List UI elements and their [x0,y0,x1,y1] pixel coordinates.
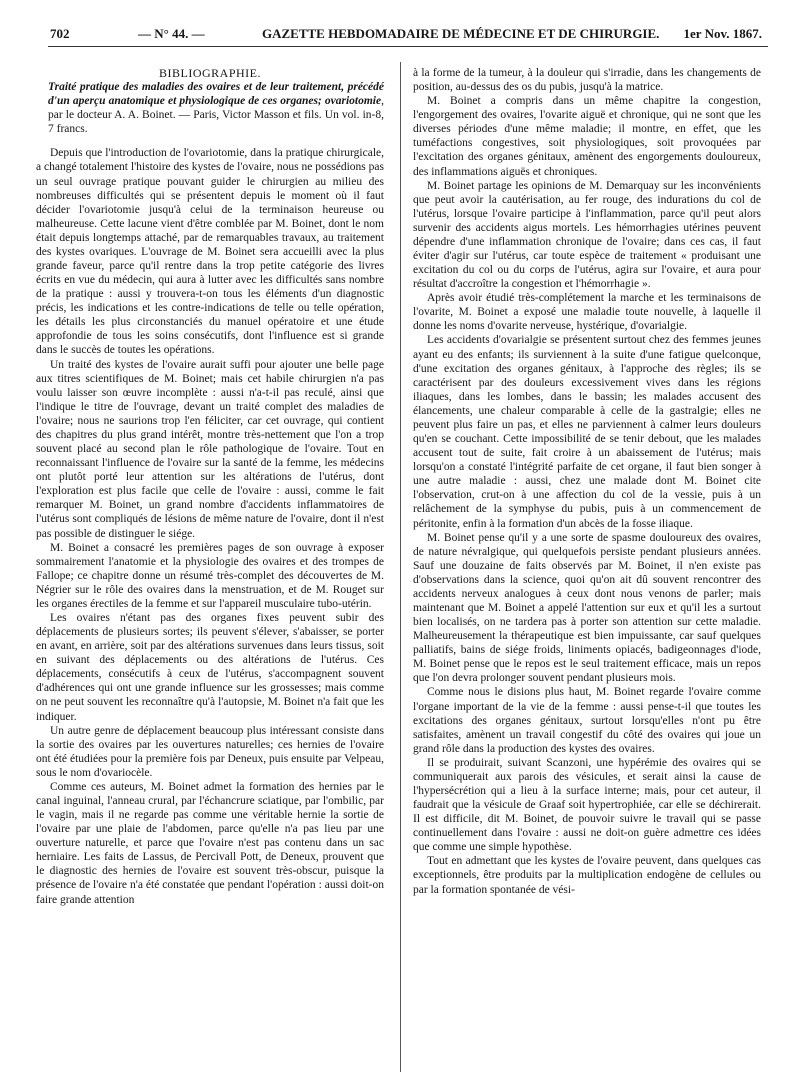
journal-title: GAZETTE HEBDOMADAIRE DE MÉDECINE ET DE CHIRURGIE. [262,26,660,41]
section-title: BIBLIOGRAPHIE. [159,66,261,80]
paragraph: M. Boinet pense qu'il y a une sorte de spasme douloureux des ovaires, de nature névralgique, qui quelquefois persiste pendant plusieurs années. Sauf une douzaine de faits observés par M. Boinet, il n'en existe pas d'observations dans la science, quoi qu'on ait dû souvent rencontrer des accidents nerveux analogues à ceux dont nous venons de parler; mais maintenant que M. Boinet a appelé l'attention sur eux et qu'il les a surtout bien localisés, on ne tardera pas à porter son attention sur cette maladie. Malheureusement la thérapeutique est bien impuissante, car sauf quelques palliatifs, bains de siége froids, liniments opiacés, badigeonnages d'iode, M. Boinet pense que le repos est le seul traitement efficace, mais un repos que l'on devra prolonger souvent pendant plusieurs mois. [413,531,761,685]
page-header [48,26,768,47]
right-column [413,66,761,897]
paragraph: Un traité des kystes de l'ovaire aurait suffi pour ajouter une belle page aux titres scientifiques de M. Boinet; mais cet habile chirurgien n'a pas voulu laisser son œuvre incomplète : aussi n'a-t-il pas reculé, ainsi que l'indique le titre de l'ouvrage, devant un traité complet des maladies de l'ovaire; nous ne saurions trop l'en féliciter, car cet ouvrage, qui contient des chapitres du plus grand intérêt, montre très-nettement que l'on a trop souvent placé au second plan le rôle pathologique de l'ovaire. Tout en reconnaissant l'influence de l'ovaire sur la santé de la femme, les médecins ont plutôt porté leur attention sur les altérations de l'utérus, dont l'exploration est plus facile que celle de l'ovaire : aussi, comme le fait remarquer M. Boinet, un grand nombre d'accidents inflammatoires de l'utérus sont compliqués de lésions de même nature de l'ovaire, dont il n'est pas possible de distinguer le siége. [36,358,384,540]
page-number: 702 [50,26,70,41]
paragraph: Tout en admettant que les kystes de l'ovaire peuvent, dans quelques cas exceptionnels, être produits par la multiplication endogène de cellules ou par la formation spontanée de vési- [413,855,761,896]
paragraph: Les ovaires n'étant pas des organes fixes peuvent subir des déplacements de plusieurs sortes; ils peuvent s'élever, s'abaisser, se porter en avant, en arrière, soit par des altérations survenues dans leurs tissus, soit en suivant des déplacements ou des altérations de l'utérus. Ces déplacements, consécutifs à ceux de l'utérus, s'accompagnent souvent d'adhérences qui ont une grande influence sur les grossesses; mais comme on ne peut souvent les reconnaître qu'à l'autopsie, M. Boinet n'a fait que les indiquer. [36,611,384,723]
paragraph: M. Boinet a consacré les premières pages de son ouvrage à exposer sommairement l'anatomie et la physiologie des ovaires et des trompes de Fallope; ce chapitre donne un résumé très-complet des découvertes de M. Négrier sur le rôle des ovaires dans la menstruation, et de M. Rouget sur les organes érectiles de la femme et sur l'appareil musculaire tubo-utérin. [36,541,384,610]
paragraph: Un autre genre de déplacement beaucoup plus intéressant consiste dans la sortie des ovaires par les ouvertures naturelles; ces hernies de l'ovaire ont été étudiées pour la première fois par Deneux, puis ensuite par Velpeau, sous le nom d'ovariocèle. [36,724,384,779]
book-publication: , par le docteur A. A. Boinet. — Paris, Victor Masson et fils. Un vol. in-8, 7 francs. [48,95,384,136]
paragraph: Comme nous le disions plus haut, M. Boinet regarde l'ovaire comme l'organe important de la vie de la femme : aussi pense-t-il que toutes les excitations des organes génitaux, surtout lorsqu'elles n'ont pu être satisfaites, amènent un travail congestif du côté des ovaires qui joue un grand rôle dans la production des kystes des ovaires. [413,686,761,755]
book-reference [36,80,384,136]
paragraph: Après avoir étudié très-complétement la marche et les terminaisons de l'ovarite, M. Boinet a exposé une maladie toute nouvelle, à laquelle il donne les noms d'ovarite nerveuse, hystérique, d'ovarialgie. [413,292,761,333]
paragraph: Depuis que l'introduction de l'ovariotomie, dans la pratique chirurgicale, a changé totalement l'histoire des kystes de l'ovaire, nous ne possédions pas un seul ouvrage pratique pouvant guider le chirurgien au milieu des nombreuses difficultés qui se présentent depuis le moment où il faut décider l'ovariotomie jusqu'à celui de la terminaison heureuse ou malheureuse. Cette lacune vient d'être comblée par M. Boinet, dont le nom était depuis longtemps attaché, par de remarquables travaux, au traitement des kystes ovariques. L'ouvrage de M. Boinet sera accueilli avec la plus grande faveur, parce qu'il rentre dans la trop petite catégorie des livres écrits en vue du médecin, qui aura à lutter avec les difficultés sans nombre de la pratique : aussi y trouvera-t-on tous les éléments d'un diagnostic précis, les indications et les contre-indications de telle ou telle opération, les détails les plus circonstanciés du manuel opératoire et une étude approfondie de tous les soins consécutifs, dont l'influence est si grande dans le succès de toutes les opérations. [36,147,384,357]
paragraph-continuation: à la forme de la tumeur, à la douleur qui s'irradie, dans les changements de position, au-dessus des os du pubis, jusqu'à la matrice. [413,67,761,94]
issue-number: — N° 44. — [138,26,205,41]
issue-date: 1er Nov. 1867. [683,26,762,41]
paragraph: M. Boinet a compris dans un même chapitre la congestion, l'engorgement des ovaires, l'ovarite aiguë et chronique, qui ne sont que les diverses périodes d'une même maladie; il montre, en effet, que les tuméfactions congestives, soit physiologiques, soit provoquées par l'excitation des organes génitaux, amènent des engorgements douloureux, des inflammations aiguës et chroniques. [413,95,761,178]
paragraph: Il se produirait, suivant Scanzoni, une hypérémie des ovaires qui se communiquerait aux parois des vésicules, et serait ainsi la cause de l'hypersécrétion qui a lieu à la surface interne; mais, pour cet auteur, il faudrait que la vésicule de Graaf soit hypertrophiée, car elle se déchirerait. Il est difficile, dit M. Boinet, de pouvoir suivre le travail qui se passe continuellement dans l'ovaire : aussi ne doit-on guère admettre ces idées que comme une simple hypothèse. [413,756,761,854]
column-divider [400,62,401,1072]
paragraph: M. Boinet partage les opinions de M. Demarquay sur les inconvénients que peut avoir la cautérisation, au fer rouge, des indurations du col de l'utérus, lorsque l'ovaire participe à l'inflammation, parce qu'il peut alors survenir des accidents aigus mortels. Les hémorrhagies utérines peuvent dépendre d'une inflammation chronique de l'ovaire; dans ces cas, il faut éviter d'agir sur l'utérus, car toute espèce de traitement « produisant une excitation du col ou du corps de l'utérus, agira sur l'ovaire, et aura pour résultat d'accroître la congestion et l'hémorrhagie ». [413,179,761,291]
paragraph: Comme ces auteurs, M. Boinet admet la formation des hernies par le canal inguinal, l'anneau crural, par l'échancrure sciatique, par l'ombilic, par le vagin, mais il ne regarde pas comme une véritable hernie la sortie de l'ovaire par une plaie de l'abdomen, parce qu'elle n'a pas lieu par une ouverture naturelle, et parce que l'ovaire n'est pas contenu dans un sac herniaire. Les faits de Lassus, de Percivall Pott, de Deneux, prouvent que le diagnostic des hernies de l'ovaire est souvent très-obscur, puisque la présence de l'ovaire n'a été constatée que pendant l'opération : aussi doit-on faire grande attention [36,780,384,906]
book-title: Traité pratique des maladies des ovaires et de leur traitement, précédé d'un aperçu anatomique et physiologique de ces organes; ovariotomie [48,81,384,108]
left-column [36,66,384,907]
paragraph: Les accidents d'ovarialgie se présentent surtout chez des femmes jeunes ayant eu des enfants; ils surviennent à la suite d'une fatigue quelconque, d'une excitation des organes génitaux, à l'approche des règles; ils se caractérisent par des douleurs excessivement vives dans les régions iliaques, dans les lombes, dans le bassin; les malades accusent des élancements, une chaleur comparable à celle de la gastralgie; elles ne peuvent plus faire un pas, et elles ne parviennent à calmer leurs douleurs qu'en se couchant. Cette impossibilité de se tenir debout, que les malades accusent tout de suite, fait croire à un abaissement de l'utérus; mais lorsqu'on a constaté l'intégrité parfaite de cet organe, il faut bien songer à une autre maladie : aussi, chez une malade dont M. Boinet cite l'observation, crut-on à une affection du col de la vessie, puis à un relâchement de la symphyse du pubis, puis à un commencement de péritonite, enfin à la formation d'un abcès de la fosse iliaque. [413,334,761,530]
